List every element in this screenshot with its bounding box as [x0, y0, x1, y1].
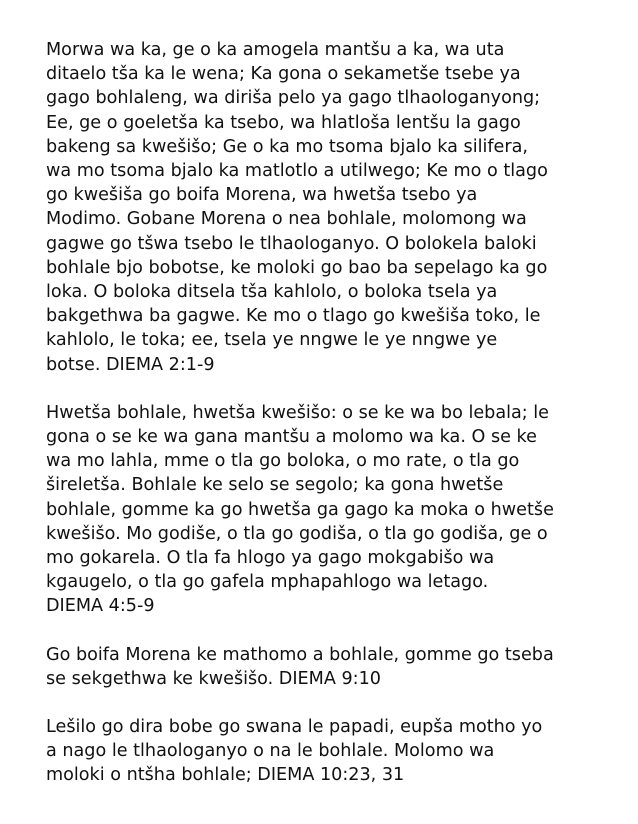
- text-line: botse. DIEMA 2:1-9: [46, 354, 215, 375]
- text-line: bohlale, gomme ka go hwetša ga gago ka moka o hwetše: [46, 499, 554, 520]
- text-line: Modimo. Gobane Morena o nea bohlale, molomong wa: [46, 209, 527, 230]
- text-line: Hwetša bohlale, hwetša kwešišo: o se ke wa bo lebala; le: [46, 402, 550, 423]
- text-line: ditaelo tša ka le wena; Ka gona o sekametše tsebe ya: [46, 64, 521, 85]
- text-line: a nago le tlhaologanyo o na le bohlale. Molomo wa: [46, 741, 495, 762]
- text-line: Lešilo go dira bobe go swana le papadi, eupša motho yo: [46, 717, 543, 738]
- text-line: wa mo tsoma bjalo ka matlotlo a utilwego; Ke mo o tlago: [46, 161, 548, 182]
- paragraph-diema-9: [46, 643, 606, 691]
- text-line: kahlolo, le toka; ee, tsela ye nngwe le ye nngwe ye: [46, 330, 498, 351]
- text-line: DIEMA 4:5-9: [46, 596, 155, 617]
- paragraph-diema-10: [46, 715, 606, 788]
- text-line: gona o se ke wa gana mantšu a molomo wa ka. O se ke: [46, 427, 537, 448]
- paragraph-diema-4: [46, 401, 606, 619]
- text-line: Go boifa Morena ke mathomo a bohlale, gomme go tseba: [46, 644, 554, 665]
- text-line: bakeng sa kwešišo; Ge o ka mo tsoma bjalo ka silifera,: [46, 136, 528, 157]
- text-line: go kwešiša go boifa Morena, wa hwetša tsebo ya: [46, 185, 478, 206]
- text-line: gagwe go tšwa tsebo le tlhaologanyo. O bolokela baloki: [46, 233, 537, 254]
- text-line: bohlale bjo bobotse, ke moloki go bao ba sepelago ka go: [46, 257, 548, 278]
- text-line: bakgethwa ba gagwe. Ke mo o tlago go kwešiša toko, le: [46, 306, 541, 327]
- text-line: kwešišo. Mo godiše, o tla go godiša, o tla go godiša, ge o: [46, 523, 548, 544]
- text-line: šireletša. Bohlale ke selo se segolo; ka gona hwetše: [46, 475, 504, 496]
- text-line: se sekgethwa ke kwešišo. DIEMA 9:10: [46, 668, 381, 689]
- text-line: gago bohlaleng, wa diriša pelo ya gago tlhaologanyong;: [46, 88, 541, 109]
- document-page: [46, 38, 606, 812]
- text-line: moloki o ntšha bohlale; DIEMA 10:23, 31: [46, 765, 405, 786]
- paragraph-diema-2: [46, 38, 606, 377]
- text-line: mo gokarela. O tla fa hlogo ya gago mokgabišo wa: [46, 548, 495, 569]
- text-line: Morwa wa ka, ge o ka amogela mantšu a ka, wa uta: [46, 40, 505, 60]
- text-line: wa mo lahla, mme o tla go boloka, o mo rate, o tla go: [46, 451, 520, 472]
- text-line: kgaugelo, o tla go gafela mphapahlogo wa letago.: [46, 572, 489, 593]
- text-line: Ee, ge o goeletša ka tsebo, wa hlatloša lentšu la gago: [46, 112, 521, 133]
- text-line: loka. O boloka ditsela tša kahlolo, o boloka tsela ya: [46, 282, 498, 303]
